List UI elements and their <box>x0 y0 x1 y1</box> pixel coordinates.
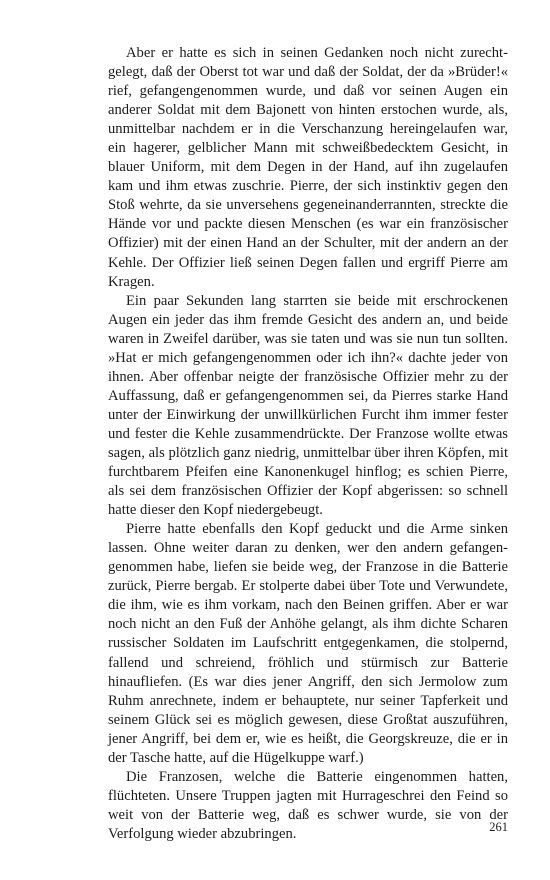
paragraph-2: Ein paar Sekunden lang starrten sie beide mit erschrockenen Augen ein jeder das ihm fremde Gesicht des andern an, und beide waren in Zweifel darüber, was sie taten und was sie nun tun sollten. »Hat er mich gefangengenommen oder ich ihn?« dachte jeder von ihnen. Aber offenbar neigte der französische Offizier mehr zu der Auffassung, daß er gefangengenommen sei, da Pierres starke Hand unter der Einwirkung der unwillkürlichen Furcht ihm immer fester und fester die Kehle zusammendrückte. Der Franzose wollte etwas sagen, als plötzlich ganz niedrig, unmittelbar über ihren Köpfen, mit furchtbarem Pfeifen eine Kanonenkugel hinflog; es schien Pierre, als sei dem französischen Offizier der Kopf abgerissen: so schnell hatte dieser den Kopf niedergebeugt. <box>108 292 508 519</box>
book-page-text <box>108 44 508 844</box>
page-number: 261 <box>489 820 508 834</box>
paragraph-4: Die Franzosen, welche die Batterie eingenommen hatten, flüchteten. Unsere Truppen jagten mit Hurrageschrei den Feind so weit von der Batterie weg, daß es schwer wurde, sie von der Verfolgung wieder abzubringen. <box>108 768 508 842</box>
paragraph-1: Aber er hatte es sich in seinen Gedanken noch nicht zurechtgelegt, daß der Oberst tot war und daß der Soldat, der da »Brüder!« rief, gefangengenommen wurde, und daß vor seinen Augen ein anderer Soldat mit dem Bajonett von hinten erstochen wurde, als, unmittelbar nachdem er in die Verschanzung hereingelaufen war, ein hagerer, gelblicher Mann mit schweißbedecktem Gesicht, in blauer Uniform, mit dem Degen in der Hand, auf ihn zugelaufen kam und ihm etwas zuschrie. Pierre, der sich instinktiv gegen den Stoß wehrte, da sie unversehens gegeneinanderrannten, streckte die Hände vor und packte diesen Menschen (es war ein französischer Offizier) mit der einen Hand an der Schulter, mit der andern an der Kehle. Der Offizier ließ seinen Degen fallen und ergriff Pierre am Kragen. <box>108 45 508 290</box>
paragraph-3: Pierre hatte ebenfalls den Kopf geduckt und die Arme sinken lassen. Ohne weiter daran zu denken, wer den andern gefangengenommen habe, liefen sie beide weg, der Franzose in die Batterie zurück, Pierre bergab. Er stolperte dabei über Tote und Verwundete, die ihm, wie es ihm vorkam, nach den Beinen griffen. Aber er war noch nicht an den Fuß der Anhöhe gelangt, als ihm dichte Scharen russischer Soldaten im Laufschritt entgegenkamen, die stolpernd, fallend und schreiend, fröhlich und stürmisch zur Batterie hinaufliefen. (Es war dies jener Angriff, den sich Jermolow zum Ruhm anrechnete, indem er behauptete, nur seiner Tapferkeit und seinem Glück sei es möglich gewesen, diese Großtat auszuführen, jener Angriff, bei dem er, wie es heißt, die Georgskreuze, die er in der Tasche hatte, auf die Hügelkuppe warf.) <box>108 521 508 766</box>
